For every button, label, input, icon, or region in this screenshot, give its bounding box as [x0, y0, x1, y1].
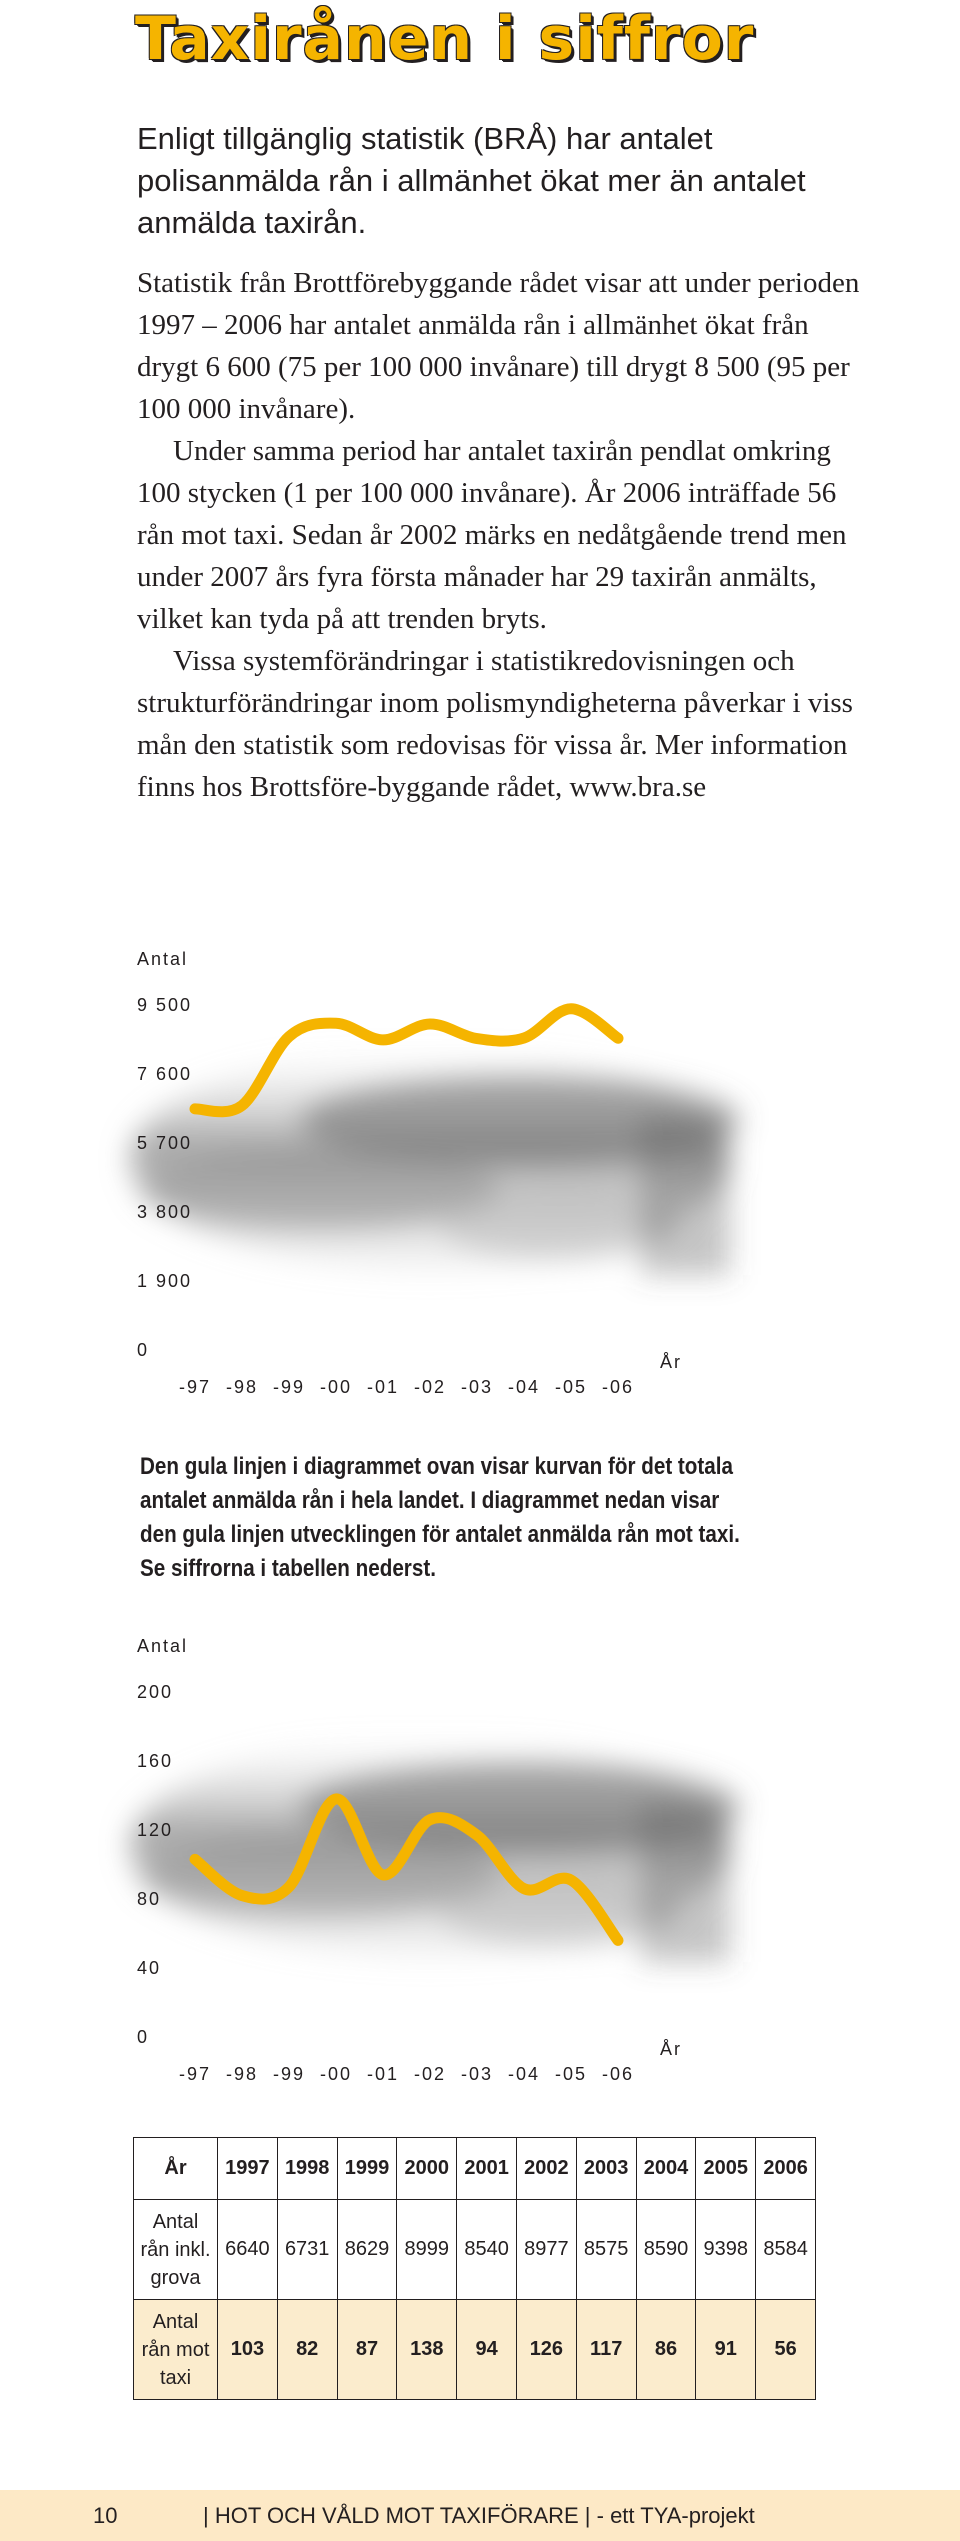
x-axis-title: År: [660, 1352, 682, 1372]
table-header-year: År: [134, 2138, 218, 2200]
body-paragraph: Statistik från Brottförebyggande rådet visar att under perioden 1997 – 2006 har antalet anmälda rån i allmänhet ökat från drygt 6 600 (75 per 100 000 invånare) till drygt 8 500 (95 per 100 000 invånare).: [137, 267, 860, 425]
taxi-robbery-chart: [0, 1632, 960, 2102]
table-cell: 8590: [636, 2200, 696, 2300]
row-label-line: Antal: [152, 2310, 199, 2333]
chart-caption: Den gula linjen i diagrammet ovan visar kurvan för det totala antalet anmälda rån i hela landet. I diagrammet nedan visar den gula linjen utvecklingen för antalet anmälda rån mot taxi. Se siffrorna i tabellen nederst.: [140, 1453, 740, 1582]
table-cell: 126: [516, 2300, 576, 2400]
table-cell: 8999: [397, 2200, 457, 2300]
body-text: [137, 262, 872, 808]
table-header-cell: 2005: [696, 2138, 756, 2200]
table-cell: 8540: [457, 2200, 517, 2300]
x-tick-label: -04: [507, 1377, 541, 1397]
x-tick-label: -05: [554, 2064, 588, 2084]
body-paragraph: Vissa systemförändringar i statistikredovisningen och strukturförändringar inom polismyndigheterna påverkar i viss mån den statistik som redovisas för vissa år. Mer information finns hos Brottsföre-byggande rådet, www.bra.se: [137, 645, 853, 803]
blurred-background-photo: [130, 1050, 740, 1275]
row-label-line: rån mot: [141, 2338, 210, 2361]
table-header-cell: 2000: [397, 2138, 457, 2200]
x-tick-label: -99: [272, 1377, 306, 1397]
x-tick-label: -03: [460, 2064, 494, 2084]
table-cell: 87: [337, 2300, 397, 2400]
x-tick-label: -98: [225, 2064, 259, 2084]
data-point: [382, 1873, 385, 1876]
data-point: [523, 1037, 526, 1040]
table-header-cell: 2002: [516, 2138, 576, 2200]
row-label-line: Antal: [152, 2210, 199, 2233]
table-cell: 8584: [756, 2200, 816, 2300]
y-tick-label: 3 800: [137, 1202, 193, 1222]
row-label-line: taxi: [159, 2366, 192, 2389]
table-cell: 8629: [337, 2200, 397, 2300]
table-row-taxi-robberies: [134, 2300, 816, 2400]
table-cell: 94: [457, 2300, 517, 2400]
data-point: [523, 1887, 526, 1890]
data-point: [429, 1818, 432, 1821]
intro-text: Enligt tillgänglig statistik (BRÅ) har antalet polisanmälda rån i allmänhet ökat mer än antalet anmälda taxirån.: [137, 121, 806, 240]
x-tick-label: -06: [601, 1377, 635, 1397]
table-header-cell: 1999: [337, 2138, 397, 2200]
data-point: [570, 1007, 573, 1010]
y-tick-label: 80: [137, 1889, 162, 1909]
data-point: [476, 1037, 479, 1040]
table-header-cell: 2006: [756, 2138, 816, 2200]
table-cell: 138: [397, 2300, 457, 2400]
x-tick-label: -02: [413, 1377, 447, 1397]
data-point: [617, 1037, 620, 1040]
x-tick-label: -01: [366, 2064, 400, 2084]
page-title: Taxirånen i siffror: [135, 4, 755, 74]
data-point: [335, 1797, 338, 1800]
x-tick-label: -97: [178, 1377, 212, 1397]
data-point: [617, 1939, 620, 1942]
data-point: [194, 1107, 197, 1110]
x-tick-label: -05: [554, 1377, 588, 1397]
x-tick-label: -01: [366, 1377, 400, 1397]
table-cell: 103: [218, 2300, 278, 2400]
y-axis-title: Antal: [137, 949, 189, 969]
y-axis-title: Antal: [137, 1636, 189, 1656]
table-cell: 82: [277, 2300, 337, 2400]
table-cell: 9398: [696, 2200, 756, 2300]
data-point: [476, 1834, 479, 1837]
statistics-table: [133, 2137, 816, 2400]
y-tick-label: 160: [137, 1751, 174, 1771]
x-tick-label: -97: [178, 2064, 212, 2084]
x-tick-label: -00: [319, 2064, 353, 2084]
footer-text: | HOT OCH VÅLD MOT TAXIFÖRARE | - ett TYA-projekt: [203, 2503, 755, 2528]
row-label-line: grova: [150, 2266, 201, 2289]
table-cell: 117: [576, 2300, 636, 2400]
robbery-chart-svg: [0, 945, 960, 1415]
y-tick-label: 120: [137, 1820, 174, 1840]
y-tick-label: 1 900: [137, 1271, 193, 1291]
table-cell: 91: [696, 2300, 756, 2400]
page-number: 10: [93, 2503, 118, 2528]
table-header-cell: 1997: [218, 2138, 278, 2200]
x-tick-label: -02: [413, 2064, 447, 2084]
table-cell: 86: [636, 2300, 696, 2400]
x-tick-label: -06: [601, 2064, 635, 2084]
x-tick-label: -99: [272, 2064, 306, 2084]
x-tick-label: -00: [319, 1377, 353, 1397]
row-label-line: rån inkl.: [140, 2238, 211, 2261]
y-tick-label: 40: [137, 1958, 162, 1978]
y-tick-label: 5 700: [137, 1133, 193, 1153]
table-cell: 6640: [218, 2200, 278, 2300]
y-tick-label: 200: [137, 1682, 174, 1702]
table-header-cell: 2004: [636, 2138, 696, 2200]
x-tick-label: -03: [460, 1377, 494, 1397]
table-header-row: [134, 2138, 816, 2200]
table-cell: 56: [756, 2300, 816, 2400]
y-tick-label: 7 600: [137, 1064, 193, 1084]
data-point: [570, 1879, 573, 1882]
data-point: [194, 1858, 197, 1861]
y-tick-label: 0: [137, 1340, 150, 1360]
table-cell: 8977: [516, 2200, 576, 2300]
table-header-cell: 2001: [457, 2138, 517, 2200]
row-label: [134, 2200, 218, 2300]
x-axis-title: År: [660, 2039, 682, 2059]
data-point: [382, 1038, 385, 1041]
x-tick-label: -04: [507, 2064, 541, 2084]
x-tick-label: -98: [225, 1377, 259, 1397]
table-header-cell: 2003: [576, 2138, 636, 2200]
y-tick-label: 0: [137, 2027, 150, 2047]
blurred-background-photo: [130, 1737, 740, 1962]
data-point: [288, 1035, 291, 1038]
row-label: [134, 2300, 218, 2400]
robbery-chart: [0, 945, 960, 1415]
data-point: [429, 1022, 432, 1025]
table-header-cell: 1998: [277, 2138, 337, 2200]
y-tick-label: 9 500: [137, 995, 193, 1015]
data-point: [241, 1104, 244, 1107]
page-footer: [0, 2490, 960, 2541]
body-paragraph: Under samma period har antalet taxirån pendlat omkring 100 stycken (1 per 100 000 invånare). År 2006 inträffade 56 rån mot taxi. Sedan år 2002 märks en nedåtgående trend men under 2007 års fyra första månader har 29 taxirån anmälts, vilket kan tyda på att trenden bryts.: [137, 435, 847, 635]
data-point: [241, 1894, 244, 1897]
table-row-total-robberies: [134, 2200, 816, 2300]
data-point: [335, 1022, 338, 1025]
table-cell: 8575: [576, 2200, 636, 2300]
table-cell: 6731: [277, 2200, 337, 2300]
taxi-robbery-chart-svg: [0, 1632, 960, 2102]
data-point: [288, 1885, 291, 1888]
